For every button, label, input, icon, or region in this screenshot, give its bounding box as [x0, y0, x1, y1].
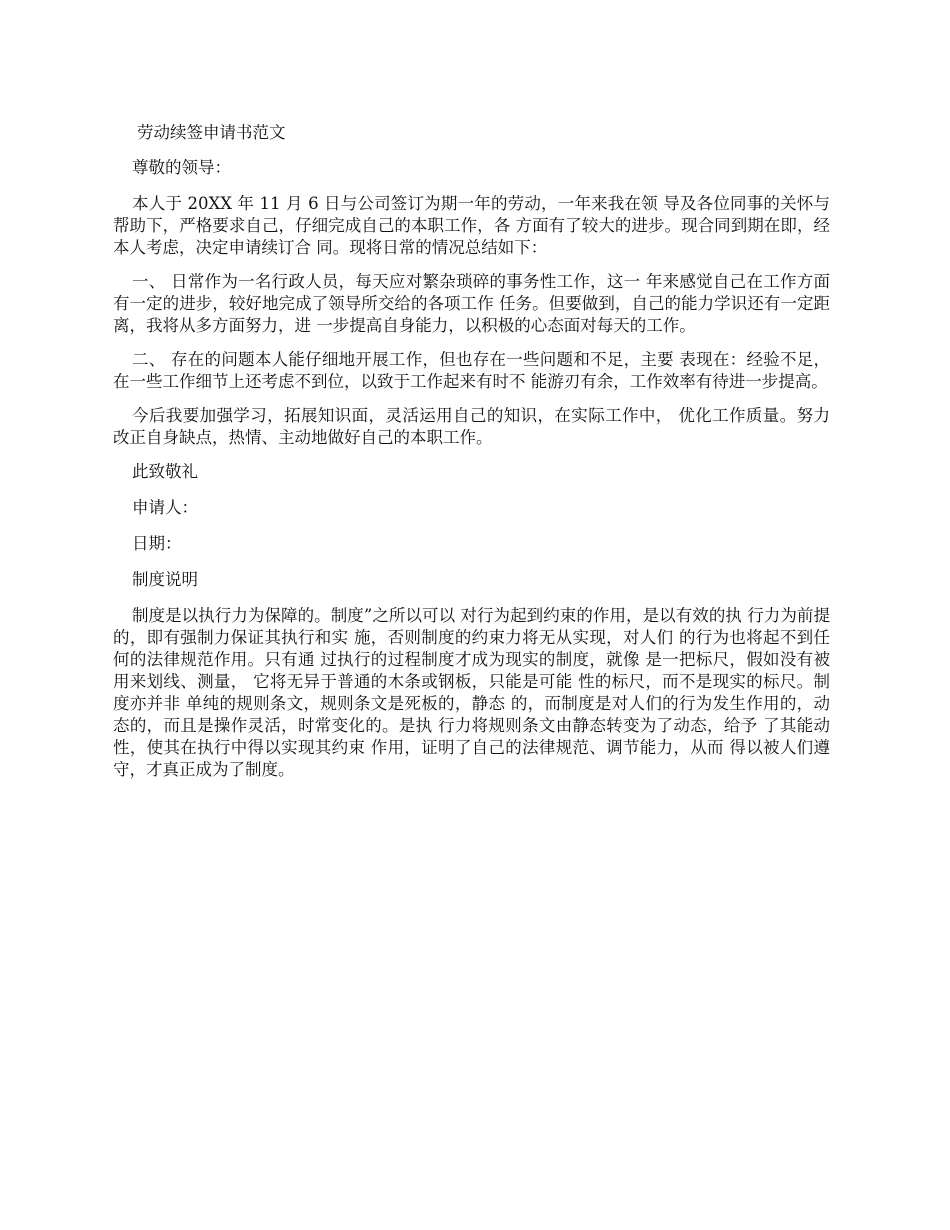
- plan-paragraph: 今后我要加强学习，拓展知识面，灵活运用自己的知识，在实际工作中， 优化工作质量。努力改正自身缺点，热情、主动地做好自己的本职工作。: [113, 406, 830, 447]
- salutation: 尊敬的领导：: [132, 158, 231, 177]
- closing-line: 此致敬礼: [132, 462, 198, 481]
- point-one-paragraph: 一、 日常作为一名行政人员，每天应对繁杂琐碎的事务性工作，这一 年来感觉自己在工作方面有一定的进步，较好地完成了领导所交给的各项工作 任务。但要做到，自己的能力学识还有一定距离，我将从多方面努力，进 一步提高自身能力，以积极的心态面对每天的工作。: [113, 272, 830, 335]
- point-two-paragraph: 二、 存在的问题本人能仔细地开展工作，但也存在一些问题和不足，主要 表现在：经验不足，在一些工作细节上还考虑不到位，以致于工作起来有时不 能游刃有余，工作效率有待进一步提高。: [113, 350, 830, 391]
- document-title: 劳动续签申请书范文: [137, 123, 286, 142]
- date-line: 日期：: [132, 534, 182, 553]
- document-page: [113, 122, 830, 793]
- intro-paragraph: 本人于 20XX 年 11 月 6 日与公司签订为期一年的劳动，一年来我在领 导及各位同事的关怀与帮助下，严格要求自己，仔细完成自己的本职工作，各 方面有了较大的进步。现合同到期在即，经本人考虑，决定申请续订合 同。现将日常的情况总结如下：: [113, 194, 830, 257]
- section-title: 制度说明: [132, 570, 198, 589]
- applicant-line: 申请人：: [132, 498, 198, 517]
- section-body-paragraph: 制度是以执行力为保障的。制度”之所以可以 对行为起到约束的作用，是以有效的执 行力为前提的，即有强制力保证其执行和实 施，否则制度的约束力将无从实现，对人们 的行为也将起不到任何的法律规范作用。只有通 过执行的过程制度才成为现实的制度，就像 是一把标尺，假如没有被用来划线、测量， 它将无异于普通的木条或钢板，只能是可能 性的标尺，而不是现实的标尺。制度亦并非 单纯的规则条文，规则条文是死板的，静态 的，而制度是对人们的行为发生作用的，动 态的，而且是操作灵活，时常变化的。是执 行力将规则条文由静态转变为了动态，给予 了其能动性，使其在执行中得以实现其约束 作用，证明了自己的法律规范、调节能力，从而 得以被人们遵守，才真正成为了制度。: [113, 606, 830, 779]
